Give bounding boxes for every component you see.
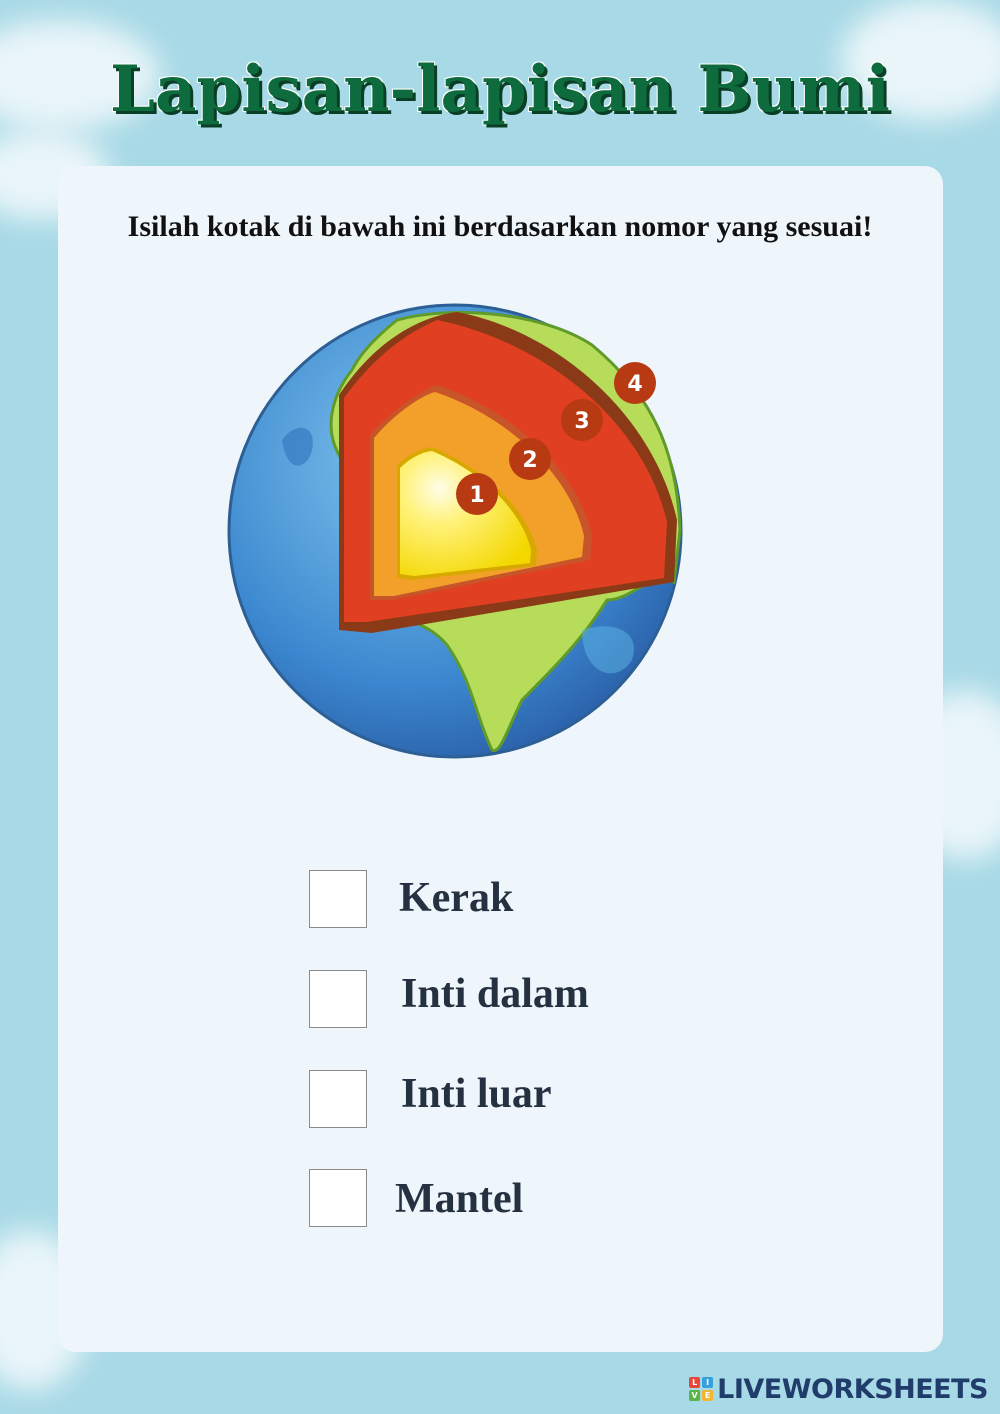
liveworksheets-footer[interactable]: [689, 1372, 988, 1406]
svg-text:3: 3: [574, 409, 590, 434]
logo-letter: I: [702, 1377, 713, 1388]
answer-row-kerak: [309, 870, 709, 932]
svg-text:1: 1: [469, 483, 485, 508]
marker-3: [561, 399, 603, 441]
svg-text:2: 2: [522, 448, 538, 473]
answer-row-inti-luar: [309, 1070, 709, 1132]
answer-input-mantel[interactable]: [309, 1169, 367, 1227]
answer-input-inti-luar[interactable]: [309, 1070, 367, 1128]
answer-label-mantel: Mantel: [395, 1176, 524, 1222]
brand-name: LIVEWORKSHEETS: [717, 1373, 988, 1405]
marker-1: [456, 473, 498, 515]
logo-letter: L: [689, 1377, 700, 1388]
answer-label-kerak: Kerak: [399, 875, 514, 921]
answer-label-inti-luar: Inti luar: [401, 1071, 552, 1117]
answer-label-inti-dalam: Inti dalam: [401, 971, 589, 1017]
page-title: Lapisan-lapisan Bumi: [110, 52, 890, 127]
answer-row-mantel: [309, 1169, 709, 1231]
marker-4: [614, 362, 656, 404]
answer-input-inti-dalam[interactable]: [309, 970, 367, 1028]
marker-2: [509, 438, 551, 480]
answer-row-inti-dalam: [309, 970, 709, 1032]
logo-letter: V: [689, 1390, 700, 1401]
logo-letter: E: [702, 1390, 713, 1401]
answer-input-kerak[interactable]: [309, 870, 367, 928]
earth-layers-diagram: [222, 300, 692, 770]
liveworksheets-logo-icon: [689, 1377, 713, 1401]
svg-text:4: 4: [627, 372, 643, 397]
instruction-text: Isilah kotak di bawah ini berdasarkan nomor yang sesuai!: [127, 210, 873, 243]
